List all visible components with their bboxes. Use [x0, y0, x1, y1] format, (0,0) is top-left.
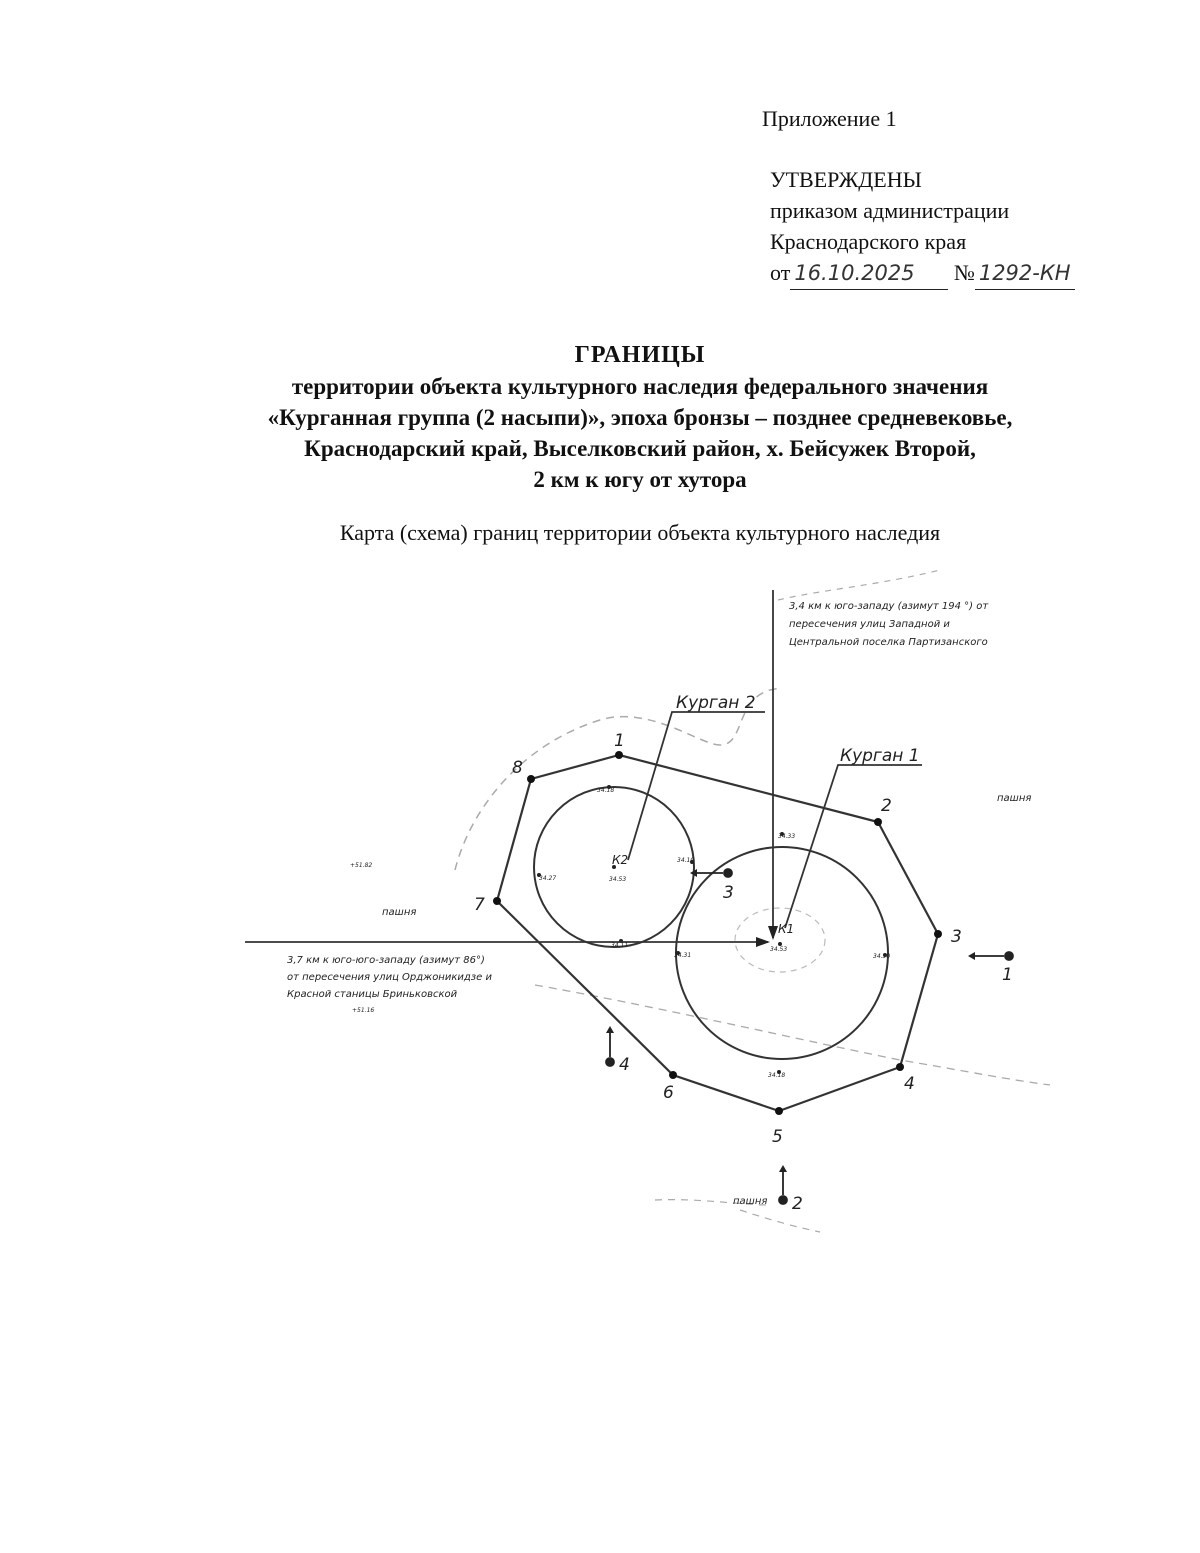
- kurgan-2-leader: [628, 712, 765, 860]
- west-note-2: от пересечения улиц Орджоникидзе и: [287, 972, 492, 983]
- view-point-4: [606, 1058, 614, 1066]
- view-label-1: 1: [1002, 965, 1013, 985]
- west-note-1: 3,7 км к юго-юго-западу (азимут 86°): [287, 955, 485, 966]
- vertex-label-2: 2: [881, 796, 892, 816]
- title-line-2: «Курганная группа (2 насыпи)», эпоха бронзы – позднее средневековье,: [267, 405, 1013, 430]
- title-line-4: 2 км к югу от хутора: [533, 467, 747, 492]
- kurgan-2-label: Курган 2: [676, 693, 756, 713]
- vertex-point: [669, 1071, 677, 1079]
- elevation-a: 34.18: [597, 787, 615, 794]
- vertex-point: [493, 897, 501, 905]
- north-note-2: пересечения улиц Западной и: [789, 619, 950, 630]
- elevation-mark-2: +51.16: [352, 1007, 375, 1014]
- vertex-point: [874, 818, 882, 826]
- approved-heading: УТВЕРЖДЕНЫ: [770, 167, 922, 192]
- date-prefix: от: [770, 260, 791, 285]
- number-prefix: №: [953, 260, 975, 285]
- field-label-east: пашня: [997, 793, 1032, 804]
- vertex-label-1: 1: [614, 731, 625, 751]
- elevation-g: 34.30: [873, 953, 891, 960]
- kurgan-1-label: Курган 1: [840, 746, 920, 766]
- vertex-label-6: 6: [663, 1083, 674, 1103]
- vertex-point: [527, 775, 535, 783]
- view-arrows: [606, 869, 1013, 1204]
- vertex-label-8: 8: [512, 758, 523, 778]
- map-labels: [287, 601, 1031, 1214]
- view-label-3: 3: [723, 883, 734, 903]
- north-note-3: Центральной поселка Партизанского: [789, 637, 988, 648]
- vertex-point: [934, 930, 942, 938]
- approved-region: Краснодарского края: [770, 229, 967, 254]
- approval-number: 1292-КН: [975, 258, 1075, 290]
- field-label-south: пашня: [733, 1196, 768, 1207]
- view-arrow-heads: [606, 869, 975, 1172]
- view-point-2: [779, 1196, 787, 1204]
- vertex-point: [615, 751, 623, 759]
- kurgan-1-inner-contour: [735, 908, 825, 972]
- terrain-contour-south: [535, 985, 1050, 1085]
- k2-elevation: 34.53: [609, 876, 627, 883]
- arrow-head: [768, 926, 778, 940]
- map-subtitle: Карта (схема) границ территории объекта культурного наследия: [339, 520, 941, 545]
- title-line-3: Краснодарский край, Выселковский район, х. Бейсужек Второй,: [304, 436, 976, 461]
- approved-by-order: приказом администрации: [770, 198, 1010, 223]
- elevation-mark-1: +51.82: [350, 862, 373, 869]
- vertex-point: [775, 1107, 783, 1115]
- arrow-head: [756, 937, 770, 947]
- elevation-h: 34.18: [768, 1072, 786, 1079]
- view-point-1: [1005, 952, 1013, 960]
- k1-elevation: 34.53: [770, 946, 788, 953]
- title-line-1: территории объекта культурного наследия федерального значения: [291, 374, 989, 399]
- title-main: ГРАНИЦЫ: [574, 342, 706, 368]
- approval-date: 16.10.2025: [790, 258, 948, 290]
- k2-center-label: К2: [612, 853, 629, 867]
- elevation-b: 34.27: [539, 875, 557, 882]
- view-point-3: [724, 869, 732, 877]
- vertex-label-3: 3: [951, 927, 962, 947]
- elevation-c: 34.10: [677, 857, 695, 864]
- elevation-e: 34.33: [778, 833, 796, 840]
- elevation-d: 34.11: [611, 942, 629, 949]
- territory-boundary: [497, 755, 938, 1111]
- circle-points: [537, 785, 887, 1074]
- kurgan-1-circle: [676, 847, 891, 1059]
- vertex-point: [896, 1063, 904, 1071]
- elevation-f: 34.31: [674, 952, 692, 959]
- vertex-label-7: 7: [474, 895, 485, 915]
- k1-center-label: К1: [778, 922, 795, 936]
- arrow-head: [606, 1026, 614, 1033]
- field-label-west: пашня: [382, 907, 417, 918]
- vertex-label-5: 5: [772, 1127, 783, 1147]
- west-note-3: Красной станицы Бриньковской: [287, 989, 458, 1000]
- kurgan-1-leader: [785, 765, 922, 928]
- north-note-1: 3,4 км к юго-западу (азимут 194 °) от: [789, 601, 989, 612]
- terrain-contour-top: [778, 570, 940, 600]
- view-label-2: 2: [792, 1194, 803, 1214]
- arrow-head: [779, 1165, 787, 1172]
- annex-number: Приложение 1: [762, 106, 897, 131]
- boundary-vertices: [493, 751, 942, 1115]
- arrow-head: [968, 952, 975, 960]
- view-label-4: 4: [619, 1055, 630, 1075]
- vertex-label-4: 4: [904, 1074, 915, 1094]
- terrain-contour-north: [455, 688, 780, 870]
